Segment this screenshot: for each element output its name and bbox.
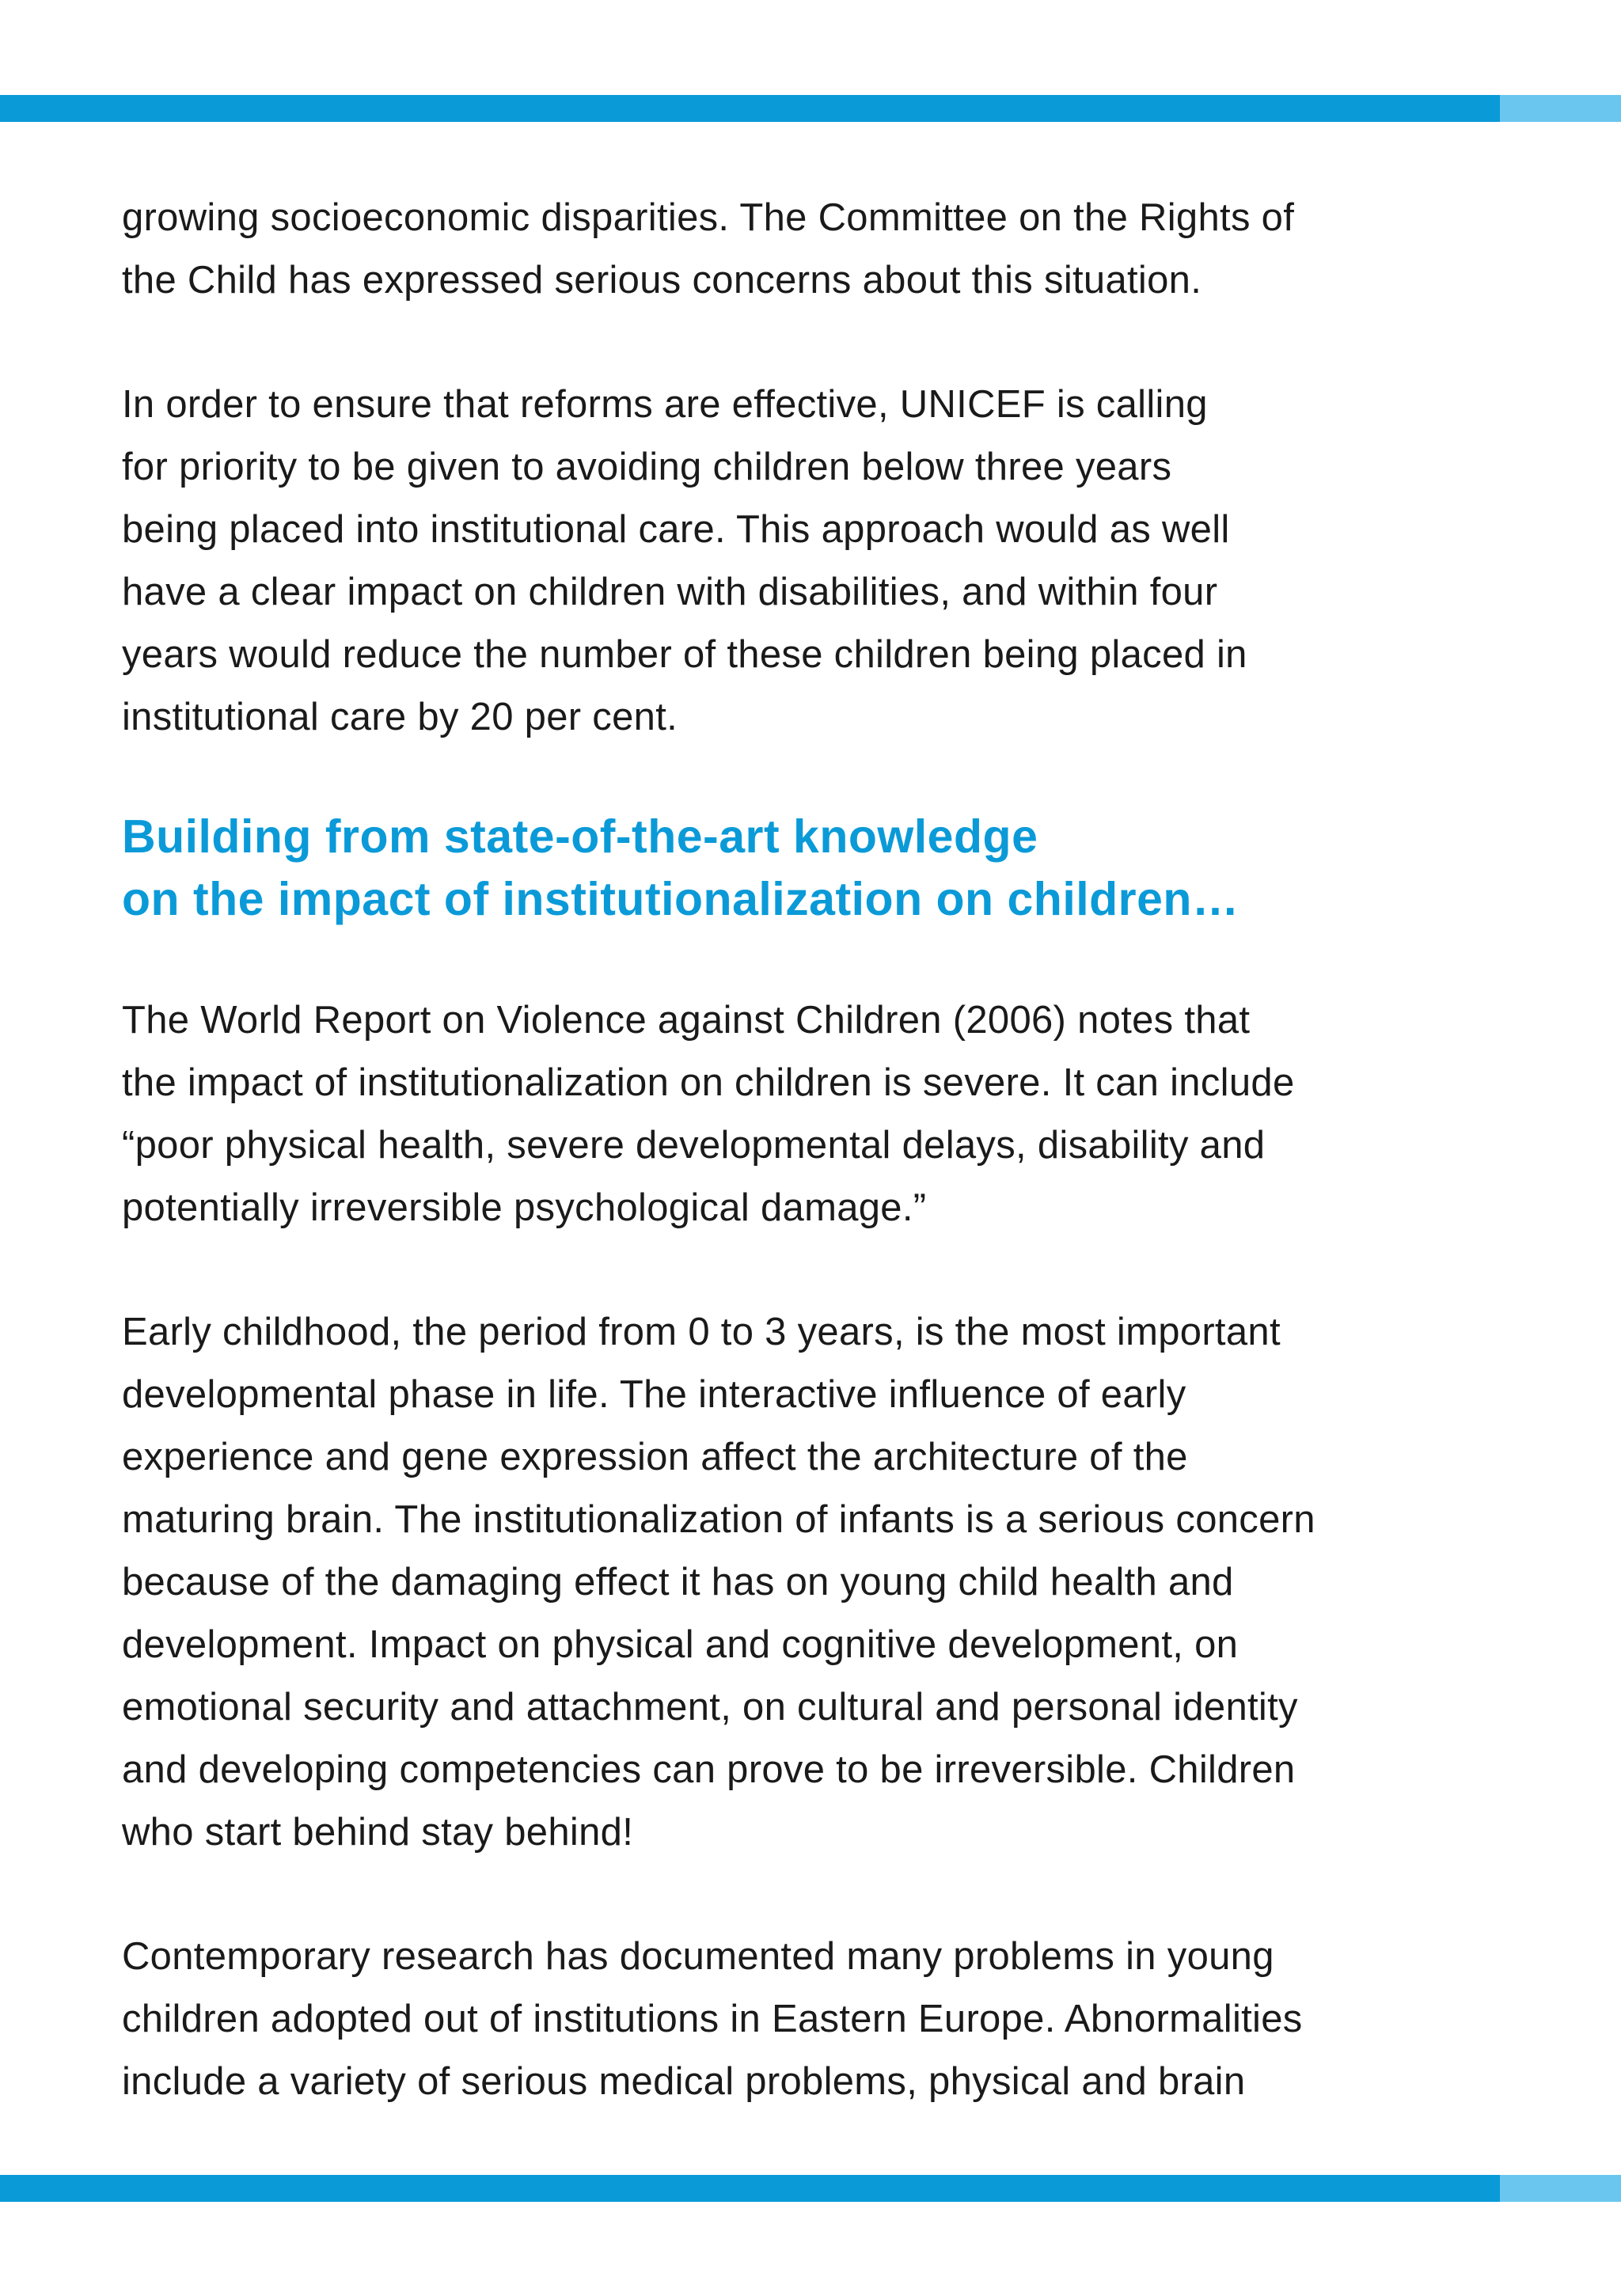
top-accent-bar — [0, 95, 1621, 122]
body-paragraph-disparities: growing socioeconomic disparities. The Committee on the Rights of the Child has expressed serious concerns about this situation. — [122, 196, 1295, 302]
body-paragraph-early-childhood: Early childhood, the period from 0 to 3 years, is the most important developmental phase in life. The interactive influence of early experience and gene expression affect the architecture of the maturing brain. The institutionalization of infants is a serious concern because of the damaging effect it has on young child health and development. Impact on physical and cognitive development, on emotional security and attachment, on cultural and personal identity and developing competencies can prove to be irreversible. Children who start behind stay behind! — [122, 1311, 1315, 1854]
page-content — [122, 187, 1515, 2175]
body-paragraph-research: Contemporary research has documented many problems in young children adopted out of institutions in Eastern Europe. Abnormalities include a variety of serious medical problems, physical and brain — [122, 1935, 1303, 2103]
body-paragraph-reforms: In order to ensure that reforms are effective, UNICEF is calling for priority to be given to avoiding children below three years being placed into institutional care. This approach would as well have a clear impact on children with disabilities, and within four years would reduce the number of these children being placed in institutional care by 20 per cent. — [122, 383, 1247, 738]
top-accent-bar-end — [1500, 95, 1621, 122]
top-accent-bar-main — [0, 95, 1500, 122]
bottom-accent-bar — [0, 2175, 1621, 2202]
section-heading: Building from state-of-the-art knowledge on the impact of institutionalization on children… — [122, 810, 1239, 925]
bottom-accent-bar-end — [1500, 2175, 1621, 2202]
bottom-accent-bar-main — [0, 2175, 1500, 2202]
body-paragraph-world-report: The World Report on Violence against Children (2006) notes that the impact of institutionalization on children is severe. It can include “poor physical health, severe developmental delays, disability and potentially irreversible psychological damage.” — [122, 999, 1295, 1229]
